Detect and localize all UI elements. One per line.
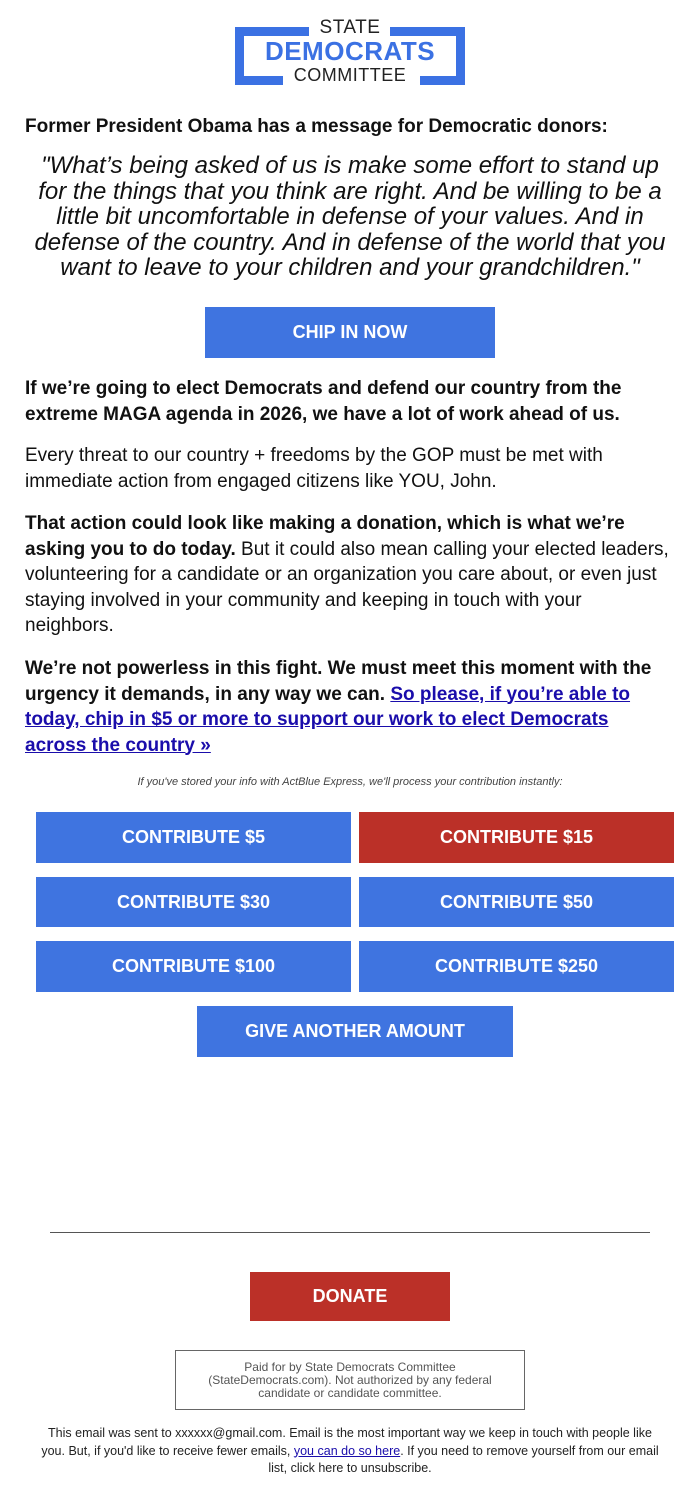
paragraph-not-powerless-bold: We’re not powerless in this fight. We must meet this moment with the urgency it demands, in any way we can. — [25, 658, 652, 705]
give-another-amount-button[interactable]: GIVE ANOTHER AMOUNT — [197, 1006, 513, 1057]
contribute-5-button[interactable]: CONTRIBUTE $5 — [36, 812, 351, 863]
email-footer — [40, 1425, 660, 1478]
logo-line-committee: COMMITTEE — [293, 65, 407, 85]
actblue-express-note: If you've stored your info with ActBlue Express, we'll process your contribution instantly: — [137, 776, 563, 788]
paid-for-disclaimer — [175, 1350, 525, 1410]
contribute-15-button[interactable]: CONTRIBUTE $15 — [359, 812, 674, 863]
intro-heading: Former President Obama has a message for Democratic donors: — [25, 116, 608, 137]
paragraph-action-bold: That action could look like making a donation, which is what we’re asking you to do today. — [25, 513, 625, 560]
contribute-250-button[interactable]: CONTRIBUTE $250 — [359, 941, 674, 992]
footer-text-2: . If you need to remove yourself from our email list, click here to unsubscribe. — [268, 1443, 659, 1475]
donate-button[interactable]: DONATE — [250, 1272, 450, 1321]
disclaimer-text: Paid for by State Democrats Committee (StateDemocrats.com). Not authorized by any federal candidate or candidate committee. — [208, 1359, 492, 1400]
paragraph-work-ahead: If we’re going to elect Democrats and defend our country from the extreme MAGA agenda in 2026, we have a lot of work ahead of us. — [25, 378, 622, 425]
paragraph-action-rest: But it could also mean calling your elected leaders, volunteering for a candidate or an organization you care about, or even just staying involved in your community and keeping in touch with your neighbors. — [25, 538, 669, 636]
chip-in-now-button[interactable]: CHIP IN NOW — [205, 307, 495, 358]
paragraph-every-threat: Every threat to our country + freedoms by the GOP must be met with immediate action from engaged citizens like YOU, John. — [25, 445, 603, 492]
fewer-emails-link[interactable]: you can do so here — [293, 1443, 401, 1458]
footer-divider — [50, 1232, 650, 1233]
contribute-50-button[interactable]: CONTRIBUTE $50 — [359, 877, 674, 927]
state-democrats-logo — [235, 18, 465, 85]
logo-line-democrats: DEMOCRATS — [264, 36, 436, 66]
chip-in-5-link[interactable]: So please, if you’re able to today, chip in $5 or more to support our work to elect Democrats across the country » — [25, 683, 631, 756]
paragraph-not-powerless — [25, 656, 675, 758]
footer-text-1: This email was sent to xxxxxx@gmail.com. Email is the most important way we keep in touch with people like you. But, if you'd like to receive fewer emails, — [41, 1426, 652, 1458]
obama-quote: "What’s being asked of us is make some effort to stand up for the things that you think are right. And be willing to be a little bit uncomfortable in defense of your values. And in defense of the country. And in defense of the world that you want to leave to your children and your grandchildren." — [34, 152, 666, 281]
contribute-100-button[interactable]: CONTRIBUTE $100 — [36, 941, 351, 992]
logo-line-state: STATE — [319, 17, 381, 38]
contribute-30-button[interactable]: CONTRIBUTE $30 — [36, 877, 351, 927]
paragraph-action — [25, 511, 675, 639]
